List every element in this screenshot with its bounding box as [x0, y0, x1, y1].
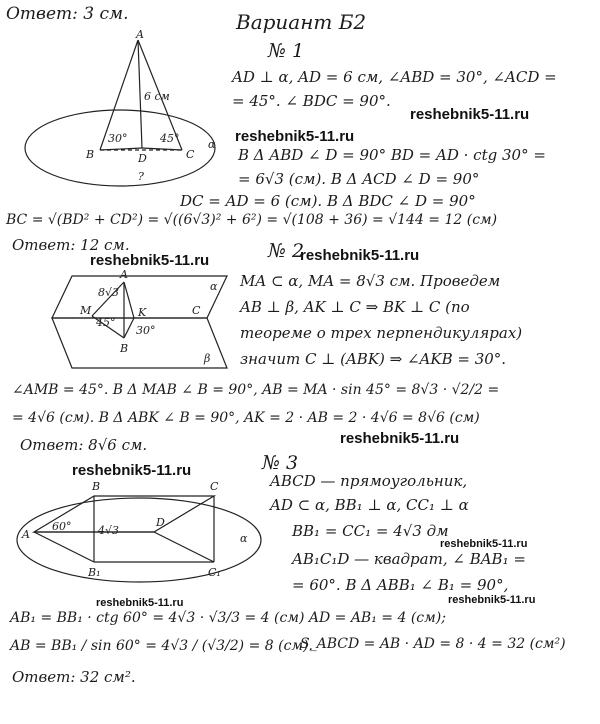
label-B: B	[92, 480, 101, 493]
previous-answer: Ответ: 3 см.	[6, 4, 129, 24]
segment-AK	[124, 282, 134, 318]
label-C: C	[186, 148, 195, 161]
problem1-answer: Ответ: 12 см.	[12, 236, 130, 254]
label-alpha: α	[240, 532, 248, 545]
edge-CD	[142, 148, 182, 150]
variant-title: Вариант Б2	[236, 10, 367, 34]
watermark: reshebnik5-11.ru	[96, 597, 184, 609]
segment-KB	[124, 318, 134, 338]
problem1-line: BC = √(BD² + CD²) = √((6√3)² + 6²) = √(108 + 36) = √144 = 12 (см)	[6, 212, 498, 228]
label-side: 4√3	[98, 524, 120, 537]
label-K: K	[138, 306, 147, 319]
problem3-answer: Ответ: 32 см².	[12, 668, 136, 686]
label-C1: C₁	[208, 566, 221, 579]
label-alpha: α	[208, 138, 216, 151]
problem2-figure	[52, 268, 232, 378]
segment-DC1	[154, 532, 214, 562]
problem1-line: В Δ ABD ∠ D = 90° BD = AD · ctg 30° =	[238, 146, 546, 164]
watermark: reshebnik5-11.ru	[72, 462, 192, 479]
problem3-line: S_ABCD = AB · AD = 8 · 4 = 32 (см²)	[300, 636, 566, 652]
label-side: 8√3	[98, 286, 120, 299]
watermark: reshebnik5-11.ru	[410, 106, 530, 123]
label-angle60: 60°	[52, 520, 72, 533]
segment-AB1	[34, 532, 94, 562]
problem2-number: № 2	[268, 240, 305, 262]
label-beta: β	[204, 352, 211, 365]
label-alpha: α	[210, 280, 218, 293]
label-B1: B₁	[88, 566, 101, 579]
problem2-line: теореме о трех перпендикулярах)	[240, 324, 523, 342]
label-B: B	[86, 148, 95, 161]
problem3-line: = 60°. В Δ ABB₁ ∠ B₁ = 90°,	[292, 576, 509, 594]
label-M: M	[80, 304, 92, 317]
watermark: reshebnik5-11.ru	[235, 128, 355, 145]
watermark: reshebnik5-11.ru	[340, 430, 460, 447]
edge-AD	[138, 40, 142, 148]
plane-alpha	[17, 498, 261, 582]
problem2-answer: Ответ: 8√6 см.	[20, 436, 148, 454]
label-angle30: 30°	[108, 132, 128, 145]
label-D: D	[138, 152, 147, 165]
watermark: reshebnik5-11.ru	[440, 538, 528, 550]
problem3-line: AB₁C₁D — квадрат, ∠ BAB₁ =	[292, 550, 526, 568]
problem1-line: DC = AD = 6 (см). В Δ BDC ∠ D = 90°	[180, 192, 476, 210]
label-angle45: 45°	[96, 316, 116, 329]
problem1-number: № 1	[268, 40, 305, 62]
problem2-line: = 4√6 (см). В Δ ABK ∠ B = 90°, AK = 2 · AB = 2 · 4√6 = 8√6 (см)	[12, 410, 480, 426]
label-angle45: 45°	[160, 132, 180, 145]
label-C: C	[192, 304, 201, 317]
label-A: A	[136, 28, 144, 41]
problem2-line: AB ⊥ β, AK ⊥ C ⇒ BK ⊥ C (по	[240, 298, 470, 316]
label-A: A	[120, 268, 128, 281]
problem3-line: ABCD — прямоугольник,	[270, 472, 468, 490]
problem2-line: значит C ⊥ (ABK) ⇒ ∠AKB = 30°.	[240, 350, 507, 368]
problem3-line: AB₁ = BB₁ · ctg 60° = 4√3 · √3/3 = 4 (см) AD = AB₁ = 4 (см);	[10, 610, 446, 626]
problem1-line: = 45°. ∠ BDC = 90°.	[232, 92, 391, 110]
label-A: A	[22, 528, 30, 541]
label-angle30: 30°	[136, 324, 156, 337]
watermark: reshebnik5-11.ru	[90, 252, 210, 269]
label-C: C	[210, 480, 219, 493]
problem3-line: AB = BB₁ / sin 60° = 4√3 / (√3/2) = 8 (см).	[10, 638, 313, 654]
label-B: B	[120, 342, 129, 355]
watermark: reshebnik5-11.ru	[448, 594, 536, 606]
label-question: ?	[138, 170, 144, 183]
problem1-figure	[20, 30, 230, 190]
problem2-line: ∠AMB = 45°. В Δ MAB ∠ B = 90°, AB = MA · sin 45° = 8√3 · √2/2 =	[12, 382, 500, 398]
watermark: reshebnik5-11.ru	[300, 247, 420, 264]
label-D: D	[156, 516, 165, 529]
problem3-number: № 3	[262, 452, 299, 474]
label-side: 6 см	[144, 90, 170, 103]
problem3-line: AD ⊂ α, BB₁ ⊥ α, CC₁ ⊥ α	[270, 496, 469, 514]
problem3-line: BB₁ = CC₁ = 4√3 дм	[292, 522, 449, 540]
problem1-line: AD ⊥ α, AD = 6 см, ∠ABD = 30°, ∠ACD =	[232, 68, 557, 86]
problem2-line: MA ⊂ α, MA = 8√3 см. Проведем	[240, 272, 501, 290]
problem3-figure	[14, 478, 264, 588]
problem1-line: = 6√3 (см). В Δ ACD ∠ D = 90°	[238, 170, 480, 188]
